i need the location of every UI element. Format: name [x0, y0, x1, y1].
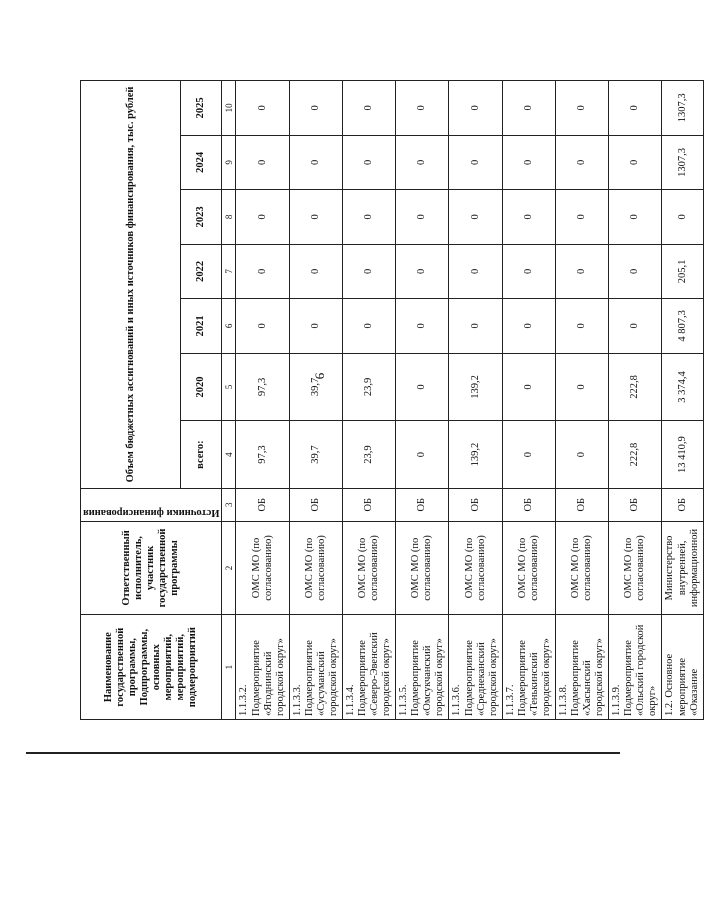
row-value-2024: 0 — [289, 135, 342, 190]
row-total: 23,9 — [342, 421, 395, 489]
row-value-2025: 1307,3 — [662, 81, 703, 136]
row-value-2024: 0 — [236, 135, 289, 190]
row-value-2021: 0 — [342, 299, 395, 354]
header-year: 2021 — [181, 299, 222, 354]
row-value-2024: 0 — [609, 135, 662, 190]
row-name: 1.1.3.2. Подмероприятие «Ягоднинский городской округ» — [236, 615, 289, 720]
row-value-2021: 0 — [396, 299, 449, 354]
row-name: 1.1.3.3. Подмероприятие «Сусуманский городской округ» — [289, 615, 342, 720]
row-name: 1.1.3.4. Подмероприятие «Северо-Эвенский городской округ» — [342, 615, 395, 720]
row-value-2020: 0 — [502, 353, 555, 421]
row-responsible: ОМС МО (по согласованию) — [609, 521, 662, 615]
table-row — [396, 81, 449, 720]
table-row — [555, 81, 608, 720]
row-value-2023: 0 — [342, 190, 395, 245]
row-value-2025: 0 — [502, 81, 555, 136]
row-source: ОБ — [502, 488, 555, 521]
row-value-2020: 3 374,4 — [662, 353, 703, 421]
header-year: 2023 — [181, 190, 222, 245]
table-row — [502, 81, 555, 720]
index-cell: 10 — [222, 81, 236, 136]
row-total: 13 410,9 — [662, 421, 703, 489]
row-value-2021: 0 — [555, 299, 608, 354]
row-value-2020: 97,3 — [236, 353, 289, 421]
row-responsible: ОМС МО (по согласованию) — [502, 521, 555, 615]
row-value-2024: 1307,3 — [662, 135, 703, 190]
row-total: 0 — [502, 421, 555, 489]
row-value-2020: 222,8 — [609, 353, 662, 421]
row-source: ОБ — [289, 488, 342, 521]
row-value-2025: 0 — [449, 81, 502, 136]
table-row — [289, 81, 342, 720]
row-value-2025: 0 — [609, 81, 662, 136]
row-name: 1.1.3.8. Подмероприятие «Хасынский городской округ» — [555, 615, 608, 720]
row-name: 1.1.3.9. Подмероприятие «Ольский городской округ» — [609, 615, 662, 720]
row-value-2023: 0 — [396, 190, 449, 245]
header-year: 2020 — [181, 353, 222, 421]
row-value-2021: 0 — [289, 299, 342, 354]
row-value-2022: 0 — [449, 244, 502, 299]
header-volume: Объем бюджетных ассигнований и иных источников финансирования, тыс. рублей — [81, 81, 181, 489]
row-total: 0 — [396, 421, 449, 489]
row-value-2023: 0 — [289, 190, 342, 245]
table-row — [609, 81, 662, 720]
row-name: 1.1.3.5. Подмероприятие «Омсукчанский городской округ» — [396, 615, 449, 720]
row-value-2024: 0 — [342, 135, 395, 190]
row-name: 1.1.3.7. Подмероприятие «Тенькинский городской округ» — [502, 615, 555, 720]
header-year: 2024 — [181, 135, 222, 190]
page-number: 9 — [312, 372, 328, 380]
row-responsible: ОМС МО (по согласованию) — [555, 521, 608, 615]
row-value-2024: 0 — [449, 135, 502, 190]
row-responsible: ОМС МО (по согласованию) — [342, 521, 395, 615]
row-source: ОБ — [662, 488, 703, 521]
row-value-2020: 23,9 — [342, 353, 395, 421]
row-value-2020: 0 — [555, 353, 608, 421]
index-cell: 1 — [222, 615, 236, 720]
row-value-2022: 0 — [289, 244, 342, 299]
index-row — [222, 81, 236, 720]
table-row — [662, 81, 703, 720]
index-cell: 3 — [222, 488, 236, 521]
row-responsible: ОМС МО (по согласованию) — [449, 521, 502, 615]
row-value-2021: 4 807,3 — [662, 299, 703, 354]
row-value-2025: 0 — [236, 81, 289, 136]
row-value-2022: 0 — [236, 244, 289, 299]
row-total: 39,7 — [289, 421, 342, 489]
row-value-2024: 0 — [502, 135, 555, 190]
table-row — [236, 81, 289, 720]
row-value-2022: 0 — [342, 244, 395, 299]
row-name: 1.2. Основное мероприятие «Оказание — [662, 615, 703, 720]
row-value-2020: 39,7 — [289, 353, 342, 421]
row-total: 0 — [555, 421, 608, 489]
row-value-2022: 0 — [396, 244, 449, 299]
row-source: ОБ — [609, 488, 662, 521]
index-cell: 4 — [222, 421, 236, 489]
row-value-2022: 0 — [609, 244, 662, 299]
row-value-2025: 0 — [342, 81, 395, 136]
row-responsible: ОМС МО (по согласованию) — [236, 521, 289, 615]
row-total: 139,2 — [449, 421, 502, 489]
row-value-2025: 0 — [555, 81, 608, 136]
row-value-2024: 0 — [555, 135, 608, 190]
row-value-2022: 205,1 — [662, 244, 703, 299]
budget-table — [80, 80, 704, 720]
row-value-2021: 0 — [449, 299, 502, 354]
row-name: 1.1.3.6. Подмероприятие «Среднеканский городской округ» — [449, 615, 502, 720]
row-responsible: ОМС МО (по согласованию) — [289, 521, 342, 615]
header-total: всего: — [181, 421, 222, 489]
row-value-2022: 0 — [555, 244, 608, 299]
row-value-2021: 0 — [502, 299, 555, 354]
table-row — [342, 81, 395, 720]
row-value-2023: 0 — [662, 190, 703, 245]
row-value-2025: 0 — [396, 81, 449, 136]
header-source — [81, 488, 222, 521]
header-year: 2022 — [181, 244, 222, 299]
page-rule — [26, 752, 620, 754]
row-value-2024: 0 — [396, 135, 449, 190]
index-cell: 6 — [222, 299, 236, 354]
row-value-2023: 0 — [555, 190, 608, 245]
row-source: ОБ — [396, 488, 449, 521]
row-value-2021: 0 — [609, 299, 662, 354]
row-responsible: ОМС МО (по согласованию) — [396, 521, 449, 615]
header-name: Наименование государственной программы, Подпрограммы, основных мероприятий, мероприятий, подмероприятий — [81, 615, 222, 720]
header-year: 2025 — [181, 81, 222, 136]
row-source: ОБ — [449, 488, 502, 521]
row-value-2020: 0 — [396, 353, 449, 421]
index-cell: 8 — [222, 190, 236, 245]
row-value-2025: 0 — [289, 81, 342, 136]
row-total: 222,8 — [609, 421, 662, 489]
row-value-2023: 0 — [502, 190, 555, 245]
index-cell: 7 — [222, 244, 236, 299]
row-source: ОБ — [342, 488, 395, 521]
index-cell: 5 — [222, 353, 236, 421]
index-cell: 2 — [222, 521, 236, 615]
row-value-2023: 0 — [609, 190, 662, 245]
row-source: ОБ — [555, 488, 608, 521]
rotated-table-container — [80, 80, 700, 720]
row-responsible: Министерство внутренней, информационной — [662, 521, 703, 615]
row-total: 97,3 — [236, 421, 289, 489]
row-value-2021: 0 — [236, 299, 289, 354]
table-row — [449, 81, 502, 720]
row-value-2023: 0 — [449, 190, 502, 245]
header-responsible: Ответственный исполнитель, участник государственной программы — [81, 521, 222, 615]
row-value-2020: 139,2 — [449, 353, 502, 421]
row-value-2023: 0 — [236, 190, 289, 245]
index-cell: 9 — [222, 135, 236, 190]
header-source-text: Источники финансирования — [83, 506, 220, 518]
row-source: ОБ — [236, 488, 289, 521]
row-value-2022: 0 — [502, 244, 555, 299]
